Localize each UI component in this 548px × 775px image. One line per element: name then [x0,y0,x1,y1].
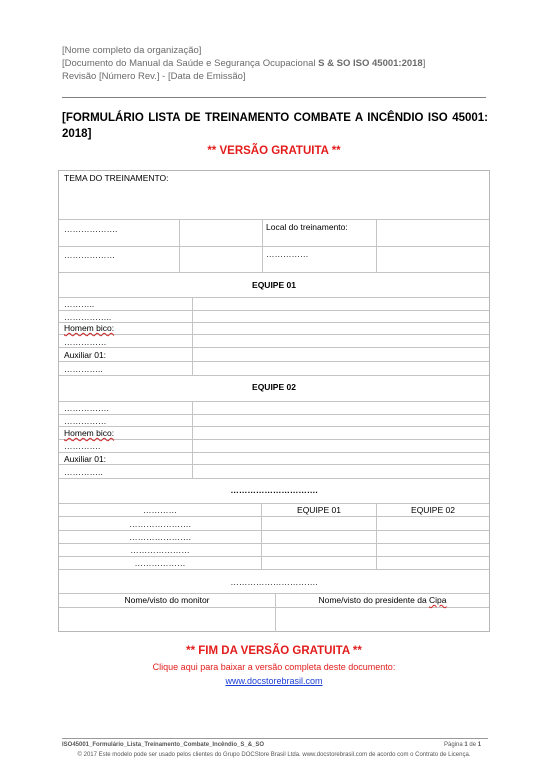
end-free-version-banner: ** FIM DA VERSÃO GRATUITA ** [186,645,362,657]
copyright-notice: © 2017 Este modelo pode ser usado pelos clientes do Grupo DOCStore Brasil Ltda. www.docstorebrasil.com de acordo com o Contrato de Licença. [77,752,471,758]
row-divider [59,439,489,440]
row-divider [59,593,489,594]
row-divider [59,322,489,323]
org-name: [Nome completo da organização] [62,45,202,56]
result-field-placeholder[interactable]: …………………………. [230,577,318,587]
criteria-row[interactable]: ………… [143,505,177,515]
team-2-row[interactable]: ………….. [64,467,103,477]
team-2-nozzle-label: Homem bico: [64,428,115,438]
row-divider [59,503,489,504]
row-divider [59,246,489,247]
row-divider [59,452,489,453]
time-field-placeholder[interactable]: ……………… [64,250,115,260]
docstore-link[interactable]: www.docstorebrasil.com [225,676,323,686]
team-1-row[interactable]: ……….. [64,299,95,309]
page-number: Página 1 de 1 [444,742,482,748]
criteria-row[interactable]: ………………… [130,545,190,555]
row-divider [59,310,489,311]
row-divider [59,297,489,298]
team-1-assistant-label: Auxiliar 01: [64,350,107,360]
criteria-row[interactable]: …………………. [129,532,191,542]
training-theme-label: TEMA DO TREINAMENTO: [64,173,169,183]
file-name: ISO45001_Formulário_Lista_Treinamento_Combate_Incêndio_S_&_SO [62,742,265,748]
team-1-row[interactable]: ………….. [64,364,103,374]
row-divider [59,334,489,335]
document-title: [FORMULÁRIO LISTA DE TREINAMENTO COMBATE A INCÊNDIO ISO 45001: 2018] [62,112,488,140]
header-divider [62,97,486,98]
row-divider [59,375,489,376]
monitor-signature-label: Nome/visto do monitor [124,595,210,605]
comparison-heading[interactable]: …………………………. [230,485,318,495]
training-form [58,170,490,632]
col-divider [192,297,193,375]
row-divider [59,401,489,402]
free-version-banner: ** VERSÃO GRATUITA ** [207,145,341,157]
team-2-row[interactable]: …………. [64,441,101,451]
row-divider [59,543,489,544]
row-divider [59,361,489,362]
row-divider [59,516,489,517]
location-field-placeholder[interactable]: …………… [266,249,309,259]
president-signature-label: Nome/visto do presidente da Cipa [318,595,447,605]
row-divider [59,464,489,465]
training-location-label: Local do treinamento: [266,222,348,232]
row-divider [59,414,489,415]
criteria-row[interactable]: …………………. [129,519,191,529]
row-divider [59,607,489,608]
row-divider [59,347,489,348]
team-2-row[interactable]: …………… [64,416,107,426]
team-1-heading: EQUIPE 01 [252,280,296,290]
col-divider [179,219,180,272]
row-divider [59,478,489,479]
manual-line: [Documento do Manual da Saúde e Segurança Ocupacional S & SO ISO 45001:2018] [62,58,426,69]
col-divider [262,219,263,272]
document-header [62,44,425,83]
criteria-row[interactable]: ……………… [134,558,186,568]
row-divider [59,556,489,557]
row-divider [59,426,489,427]
row-divider [59,219,489,220]
team-1-row[interactable]: …………… [64,337,107,347]
col-divider [192,401,193,478]
team-1-column-header: EQUIPE 01 [297,505,341,515]
team-2-assistant-label: Auxiliar 01: [64,454,107,464]
team-2-heading: EQUIPE 02 [252,382,296,392]
revision-line: Revisão [Número Rev.] - [Data de Emissão] [62,71,246,82]
team-2-column-header: EQUIPE 02 [411,505,455,515]
footer-divider [62,738,488,739]
team-2-row[interactable]: ……………. [64,403,109,413]
row-divider [59,530,489,531]
row-divider [59,569,489,570]
download-prompt: Clique aqui para baixar a versão completa deste documento: [152,662,396,672]
date-field-placeholder[interactable]: ………………. [64,224,118,234]
team-1-row[interactable]: …………….. [64,312,112,322]
team-1-nozzle-label: Homem bico: [64,323,115,333]
col-divider [376,219,377,272]
row-divider [59,272,489,273]
